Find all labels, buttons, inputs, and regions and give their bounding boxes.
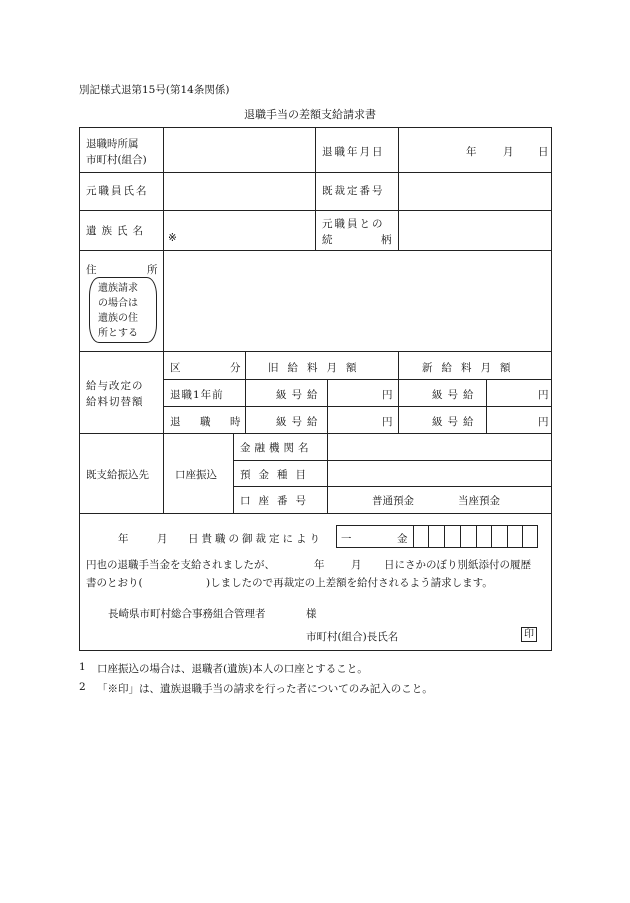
retire-city-field[interactable] bbox=[166, 129, 312, 169]
statement-month: 月 bbox=[157, 533, 168, 545]
account-number-label: 口座番号 bbox=[240, 495, 314, 507]
relationship-field[interactable] bbox=[401, 212, 549, 248]
survivor-name-label: 遺族氏名 bbox=[86, 225, 148, 237]
bank-name-field[interactable] bbox=[330, 435, 549, 458]
deposit-option-ordinary[interactable]: 普通預金 bbox=[372, 495, 414, 507]
address-note-1: 遺族請求 bbox=[98, 283, 138, 294]
statement-line3-b: )しましたので再裁定の上差額を給付されるよう請求します。 bbox=[206, 577, 493, 589]
retire-date-month: 月 bbox=[503, 146, 514, 158]
survivor-name-field[interactable] bbox=[182, 212, 312, 248]
row-retire-label-c: 時 bbox=[230, 416, 241, 428]
statement-line2-b: 日にさかのぼり別紙添付の履歴 bbox=[384, 559, 531, 571]
retire-date-field[interactable] bbox=[401, 129, 461, 169]
new-salary-header: 新給料月額 bbox=[422, 362, 520, 374]
survivor-mark: ※ bbox=[168, 232, 177, 244]
retire-date-day: 日 bbox=[538, 146, 549, 158]
row2-new-grade: 級号給 bbox=[432, 416, 479, 428]
row1-new-yen: 円 bbox=[538, 389, 549, 401]
statement-line3-a: 書のとおり( bbox=[86, 577, 143, 589]
form-reference: 別記様式退第15号(第14条関係) bbox=[79, 84, 230, 96]
address-label-a: 住 bbox=[86, 264, 97, 276]
row2-new-yen: 円 bbox=[538, 416, 549, 428]
note-2-text: 「※印」は、遺族退職手当の請求を行った者についてのみ記入のこと。 bbox=[97, 683, 433, 695]
address-field[interactable] bbox=[166, 252, 549, 349]
addressee-sama: 様 bbox=[306, 608, 317, 620]
salary-label-2: 給料切替額 bbox=[86, 396, 144, 408]
address-note-3: 遺族の住 bbox=[98, 313, 138, 324]
retire-city-label-2: 市町村(組合) bbox=[86, 154, 147, 166]
statement-line2-month: 月 bbox=[351, 559, 362, 571]
statement-line2-year: 年 bbox=[314, 559, 325, 571]
transfer-method: 口座振込 bbox=[175, 469, 217, 481]
seal-mark: 印 bbox=[521, 627, 537, 642]
note-2-num: 2 bbox=[79, 681, 86, 693]
amount-prefix-kin: 金 bbox=[397, 533, 408, 545]
retire-date-year: 年 bbox=[466, 146, 477, 158]
kubun-label-a: 区 bbox=[170, 362, 181, 374]
statement-line2-a: 円也の退職手当金を支給されましたが、 bbox=[86, 559, 275, 571]
relationship-label-2b: 柄 bbox=[381, 234, 392, 246]
note-1-num: 1 bbox=[79, 661, 86, 673]
decision-number-label: 既裁定番号 bbox=[322, 185, 385, 197]
row1-old-yen: 円 bbox=[382, 389, 393, 401]
old-salary-header: 旧給料月額 bbox=[268, 362, 366, 374]
amount-prefix-ichi: 一 bbox=[341, 533, 352, 545]
row1-old-grade: 級号給 bbox=[276, 389, 323, 401]
deposit-type-label: 預金種目 bbox=[240, 469, 314, 481]
note-1-text: 口座振込の場合は、退職者(遺族)本人の口座とすること。 bbox=[97, 663, 368, 675]
address-note-2: の場合は bbox=[98, 298, 138, 309]
decision-number-field[interactable] bbox=[401, 174, 549, 208]
relationship-label-2a: 続 bbox=[322, 234, 333, 246]
kubun-label-b: 分 bbox=[230, 362, 241, 374]
signer-label: 市町村(組合)長氏名 bbox=[306, 631, 399, 643]
employee-name-label: 元職員氏名 bbox=[86, 185, 149, 197]
address-note-4: 所とする bbox=[98, 328, 138, 339]
retire-date-label: 退職年月日 bbox=[322, 146, 385, 158]
transfer-label: 既支給振込先 bbox=[86, 469, 149, 481]
relationship-label-1: 元職員との bbox=[322, 218, 385, 230]
row2-old-yen: 円 bbox=[382, 416, 393, 428]
row-retire-label-b: 職 bbox=[200, 416, 211, 428]
address-label-b: 所 bbox=[147, 264, 158, 276]
statement-line1-text: 日貴職の御裁定により bbox=[188, 533, 323, 545]
salary-label-1: 給与改定の bbox=[86, 380, 144, 392]
row2-old-grade: 級号給 bbox=[276, 416, 323, 428]
deposit-option-current[interactable]: 当座預金 bbox=[458, 495, 500, 507]
document-title: 退職手当の差額支給請求書 bbox=[244, 108, 376, 121]
row1-new-grade: 級号給 bbox=[432, 389, 479, 401]
statement-year: 年 bbox=[118, 533, 129, 545]
deposit-type-field[interactable] bbox=[330, 462, 549, 484]
row-1year-before-label: 退職1年前 bbox=[170, 389, 224, 401]
bank-name-label: 金融機関名 bbox=[240, 442, 313, 454]
retire-city-label-1: 退職時所属 bbox=[86, 138, 139, 150]
employee-name-field[interactable] bbox=[166, 174, 312, 208]
addressee: 長崎県市町村総合事務組合管理者 bbox=[108, 608, 266, 620]
row-retire-label-a: 退 bbox=[170, 416, 181, 428]
